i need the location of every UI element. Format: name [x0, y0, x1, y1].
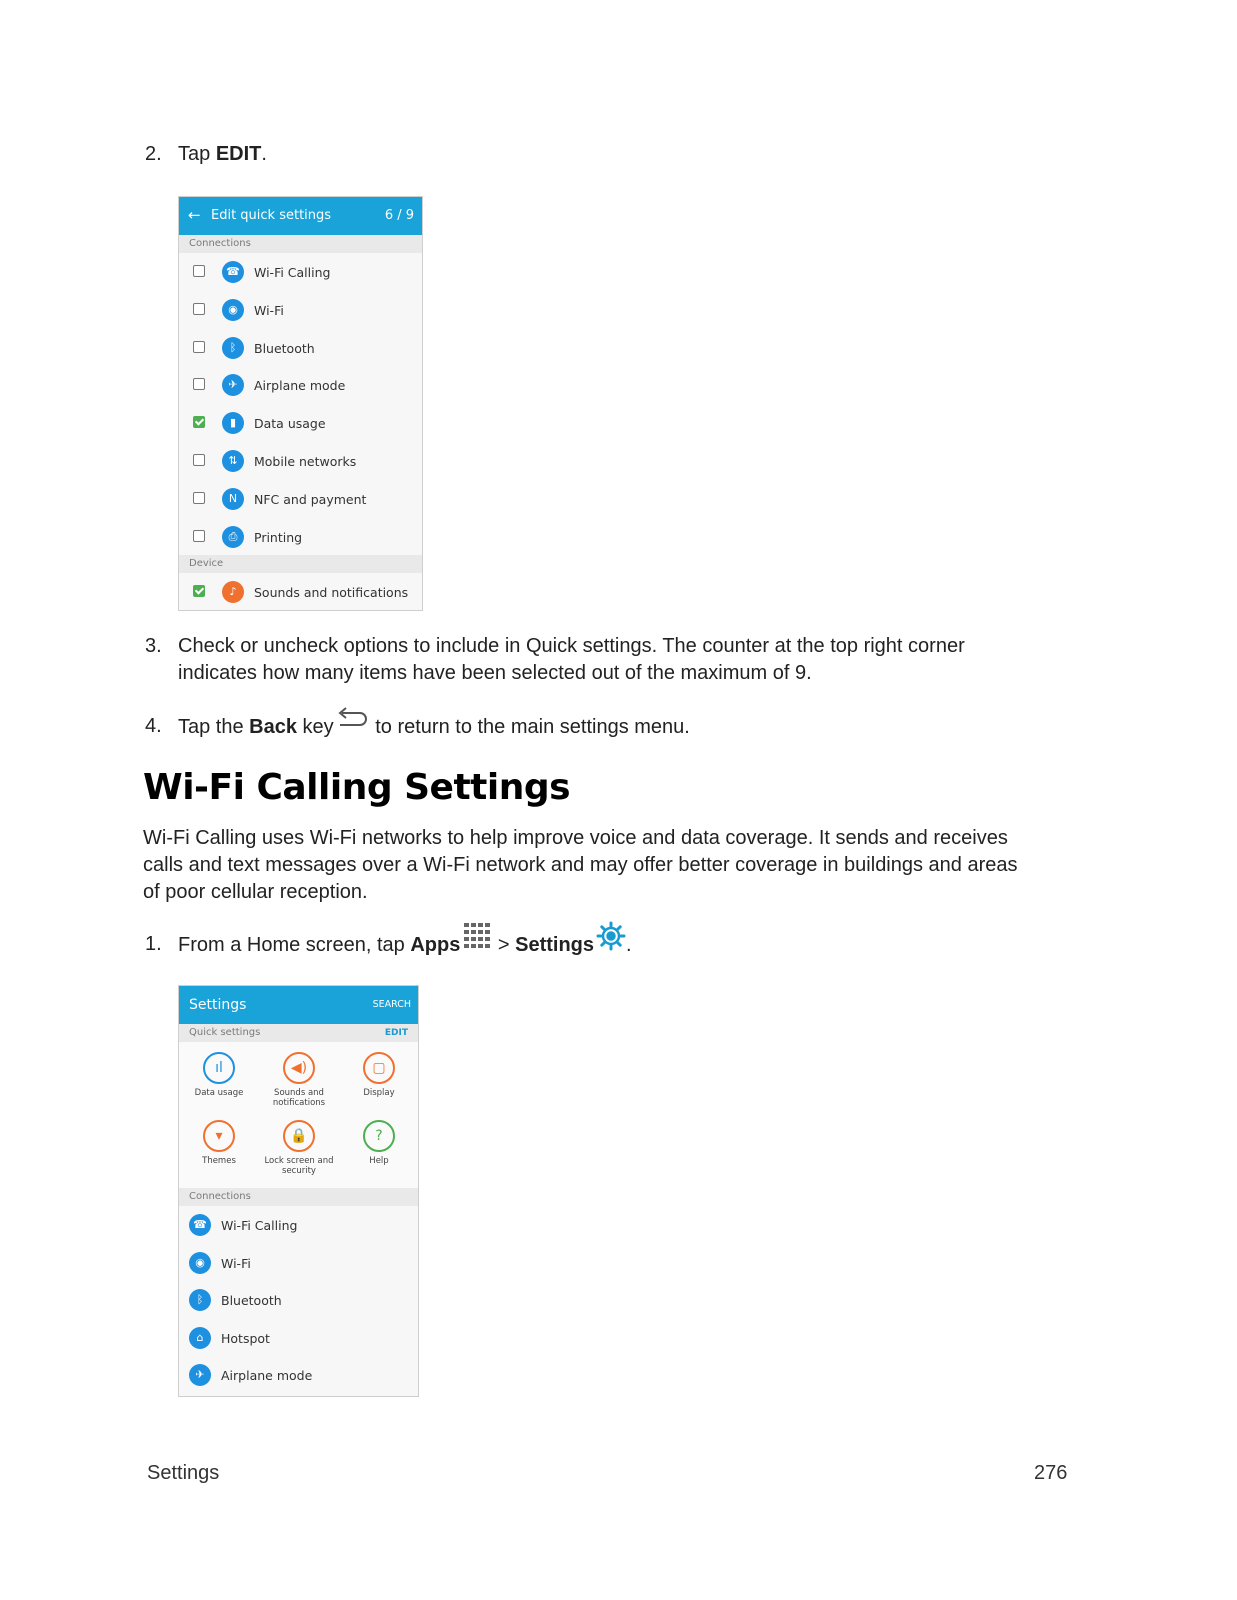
item-label: Mobile networks [254, 453, 357, 469]
wifi-icon: ◉ [222, 299, 244, 321]
connections-list [179, 1206, 418, 1394]
nfc-icon: N [222, 488, 244, 510]
list-item[interactable] [179, 442, 422, 480]
step-number: 3. [145, 635, 162, 657]
quick-settings-grid [179, 1042, 418, 1188]
quick-setting-tile[interactable] [259, 1052, 339, 1108]
item-label: Wi-Fi [221, 1255, 251, 1271]
list-item[interactable] [179, 518, 422, 556]
connections-header: Connections [179, 1188, 418, 1206]
tile-label-line2: security [282, 1166, 316, 1176]
edit-quick-settings-screenshot [178, 196, 423, 611]
step-2: 2. Tap EDIT. [145, 141, 745, 169]
checkbox[interactable] [193, 378, 205, 390]
section-header: Connections [179, 235, 422, 253]
step-text-line2: indicates how many items have been selected out of the maximum of 9. [178, 662, 812, 684]
footer-section: Settings [147, 1462, 220, 1484]
settings-screenshot [178, 985, 419, 1397]
wifi-calling-icon: ☎ [222, 261, 244, 283]
list-item[interactable] [179, 253, 422, 291]
intro-paragraph: Wi-Fi Calling uses Wi-Fi networks to help improve voice and data coverage. It sends and receives calls and text messages over a Wi-Fi network and may offer better coverage in buildings and areas of poor cellular reception. [143, 827, 1018, 903]
quick-settings-header: Quick settings EDIT [179, 1024, 418, 1042]
edit-button[interactable]: EDIT [384, 1028, 408, 1038]
settings-label: Settings [515, 934, 595, 956]
lock-icon: 🔒 [283, 1120, 315, 1152]
list-item[interactable] [179, 1281, 418, 1319]
wifi-calling-icon: ☎ [189, 1214, 211, 1236]
step-4: 4. Tap the Back key to return to the main settings menu. [145, 713, 845, 743]
list-item[interactable] [179, 1206, 418, 1244]
back-label: Back [249, 716, 297, 738]
checkbox[interactable] [193, 454, 205, 466]
sound-icon: ♪ [222, 581, 244, 603]
app-bar [179, 197, 422, 235]
item-label: Airplane mode [254, 378, 346, 394]
tile-label: Display [363, 1088, 395, 1098]
step-3 [145, 633, 1045, 689]
item-label: Airplane mode [221, 1368, 313, 1383]
step-text: Tap [178, 143, 216, 165]
item-label: Sounds and notifications [254, 585, 409, 601]
selection-counter: 6 / 9 [384, 208, 414, 223]
item-label: Wi-Fi [254, 302, 284, 318]
section-header: Device [179, 555, 422, 573]
checkbox[interactable] [193, 341, 205, 353]
app-bar [179, 986, 418, 1024]
checkbox[interactable] [193, 416, 205, 428]
quick-setting-tile[interactable] [179, 1120, 259, 1166]
sound-icon: ◀) [283, 1052, 315, 1084]
list-item[interactable] [179, 404, 422, 442]
bluetooth-icon: ᛒ [189, 1289, 211, 1311]
checkbox[interactable] [193, 303, 205, 315]
screen-title: Edit quick settings [211, 208, 332, 223]
item-label: Hotspot [221, 1330, 270, 1346]
item-label: Data usage [254, 416, 326, 432]
list-item[interactable] [179, 291, 422, 329]
themes-icon: ▾ [203, 1120, 235, 1152]
printer-icon: ⎙ [222, 526, 244, 548]
step-number: 4. [145, 715, 162, 737]
tile-label: Lock screen and [264, 1156, 334, 1166]
step-text-line1: Check or uncheck options to include in Quick settings. The counter at the top right corner [178, 635, 965, 657]
list-item[interactable] [179, 329, 422, 367]
item-label: Bluetooth [254, 340, 315, 356]
hotspot-icon: ⌂ [189, 1327, 211, 1349]
tile-label: Help [369, 1156, 389, 1166]
checkbox[interactable] [193, 492, 205, 504]
item-label: Wi-Fi Calling [221, 1218, 298, 1233]
apps-grid-icon [460, 931, 492, 953]
step-number: 2. [145, 143, 162, 165]
arrow-left-icon[interactable]: ← [188, 206, 201, 224]
help-icon: ? [363, 1120, 395, 1152]
edit-label: EDIT [215, 143, 262, 165]
item-label: Wi-Fi Calling [254, 265, 331, 280]
tile-label: Sounds and [274, 1088, 324, 1098]
tile-label-line2: notifications [272, 1098, 326, 1108]
wifi-icon: ◉ [189, 1252, 211, 1274]
list-item[interactable] [179, 366, 422, 404]
settings-gear-icon [594, 931, 626, 953]
page-number: 276 [1034, 1462, 1068, 1484]
checkbox[interactable] [193, 530, 205, 542]
list-item[interactable] [179, 573, 422, 611]
tile-label: Themes [202, 1156, 236, 1166]
bluetooth-icon: ᛒ [222, 337, 244, 359]
list-item[interactable] [179, 1319, 418, 1357]
section-heading: Wi-Fi Calling Settings [143, 767, 571, 808]
list-item[interactable] [179, 480, 422, 518]
airplane-icon: ✈ [189, 1364, 211, 1386]
apps-label: Apps [410, 934, 461, 956]
display-icon: ▢ [363, 1052, 395, 1084]
item-label: Printing [254, 529, 303, 545]
step-1: 1. From a Home screen, tap Apps > Settings . [145, 931, 845, 963]
quick-setting-tile[interactable] [259, 1120, 339, 1176]
data-usage-icon: ıl [203, 1052, 235, 1084]
search-button[interactable]: SEARCH [372, 999, 411, 1010]
checkbox[interactable] [193, 585, 205, 597]
quick-setting-tile[interactable] [179, 1052, 259, 1098]
data-usage-icon: ▮ [222, 412, 244, 434]
mobile-networks-icon: ⇅ [222, 450, 244, 472]
list-item[interactable] [179, 1356, 418, 1394]
back-key-icon [334, 713, 370, 735]
quick-setting-tile[interactable] [339, 1052, 419, 1098]
step-number: 1. [145, 933, 162, 955]
screen-title: Settings [189, 997, 247, 1013]
list-item[interactable] [179, 1244, 418, 1282]
airplane-icon: ✈ [222, 374, 244, 396]
item-label: Bluetooth [221, 1293, 282, 1308]
tile-label: Data usage [194, 1088, 244, 1098]
quick-setting-tile[interactable] [339, 1120, 419, 1166]
item-label: NFC and payment [254, 491, 367, 507]
quick-settings-list [179, 235, 422, 611]
checkbox[interactable] [193, 265, 205, 277]
